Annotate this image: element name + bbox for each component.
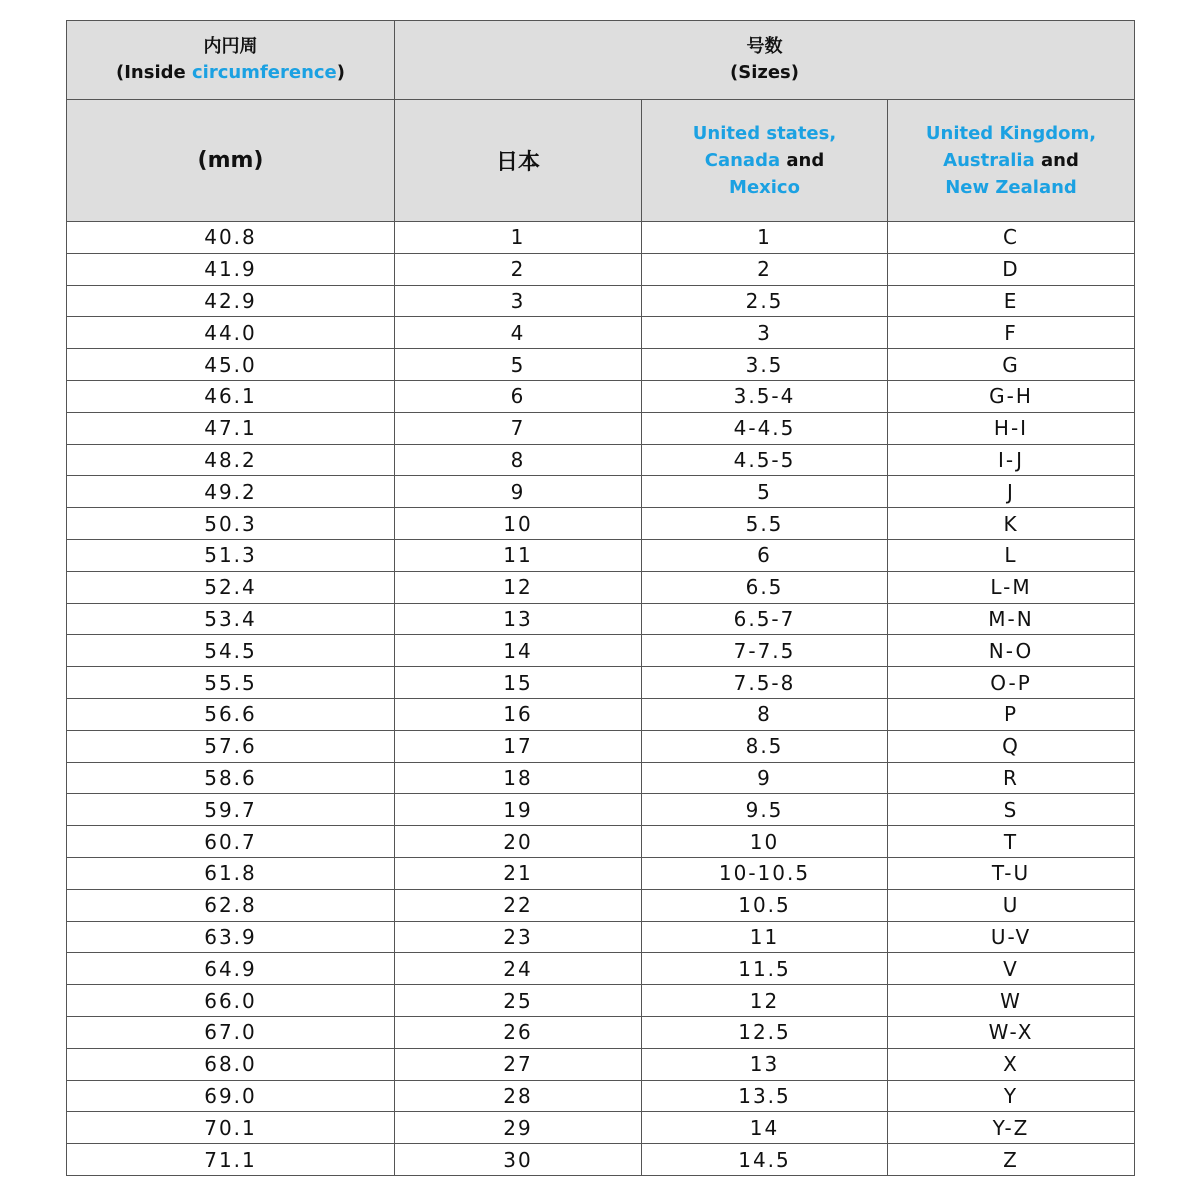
cell-mm: 47.1 — [67, 412, 395, 444]
table-row — [67, 730, 1135, 762]
cell-uk: C — [888, 222, 1135, 254]
cell-mm: 60.7 — [67, 826, 395, 858]
cell-japan: 27 — [395, 1048, 642, 1080]
cell-uk: U — [888, 889, 1135, 921]
cell-mm: 54.5 — [67, 635, 395, 667]
header-us-and: and — [780, 150, 825, 171]
cell-uk: Q — [888, 730, 1135, 762]
cell-us: 4.5-5 — [642, 444, 888, 476]
table-row — [67, 635, 1135, 667]
cell-japan: 20 — [395, 826, 642, 858]
cell-us: 14.5 — [642, 1144, 888, 1176]
cell-uk: Y — [888, 1080, 1135, 1112]
table-row — [67, 476, 1135, 508]
cell-japan: 22 — [395, 889, 642, 921]
cell-us: 8 — [642, 698, 888, 730]
cell-uk: R — [888, 762, 1135, 794]
cell-us: 12 — [642, 985, 888, 1017]
cell-uk: U-V — [888, 921, 1135, 953]
table-row — [67, 794, 1135, 826]
cell-us: 9 — [642, 762, 888, 794]
table-row — [67, 222, 1135, 254]
cell-mm: 56.6 — [67, 698, 395, 730]
header-canada: Canada — [704, 150, 781, 171]
table-row — [67, 889, 1135, 921]
cell-japan: 3 — [395, 285, 642, 317]
cell-us: 10-10.5 — [642, 857, 888, 889]
cell-us: 10.5 — [642, 889, 888, 921]
cell-japan: 21 — [395, 857, 642, 889]
cell-japan: 8 — [395, 444, 642, 476]
table-row — [67, 571, 1135, 603]
table-row — [67, 253, 1135, 285]
cell-mm: 61.8 — [67, 857, 395, 889]
cell-uk: G — [888, 349, 1135, 381]
cell-us: 1 — [642, 222, 888, 254]
cell-uk: S — [888, 794, 1135, 826]
table-row — [67, 1144, 1135, 1176]
cell-mm: 48.2 — [67, 444, 395, 476]
table-row — [67, 762, 1135, 794]
cell-japan: 5 — [395, 349, 642, 381]
table-row — [67, 444, 1135, 476]
cell-us: 11 — [642, 921, 888, 953]
cell-mm: 40.8 — [67, 222, 395, 254]
ring-size-table — [66, 20, 1135, 1176]
cell-japan: 17 — [395, 730, 642, 762]
table-row — [67, 985, 1135, 1017]
cell-uk: E — [888, 285, 1135, 317]
header-inside-circumference-ja: 内円周 — [203, 36, 258, 57]
cell-uk: D — [888, 253, 1135, 285]
cell-mm: 50.3 — [67, 508, 395, 540]
header-uk-and: and — [1034, 150, 1079, 171]
table-row — [67, 412, 1135, 444]
cell-us: 3.5 — [642, 349, 888, 381]
cell-mm: 46.1 — [67, 380, 395, 412]
cell-mm: 55.5 — [67, 667, 395, 699]
header-uk-au-nz — [888, 100, 1135, 222]
cell-mm: 49.2 — [67, 476, 395, 508]
cell-japan: 18 — [395, 762, 642, 794]
cell-uk: H-I — [888, 412, 1135, 444]
cell-us: 3 — [642, 317, 888, 349]
cell-mm: 53.4 — [67, 603, 395, 635]
cell-us: 13.5 — [642, 1080, 888, 1112]
cell-japan: 7 — [395, 412, 642, 444]
cell-mm: 63.9 — [67, 921, 395, 953]
cell-mm: 44.0 — [67, 317, 395, 349]
cell-japan: 30 — [395, 1144, 642, 1176]
table-row — [67, 667, 1135, 699]
cell-uk: X — [888, 1048, 1135, 1080]
table-row — [67, 539, 1135, 571]
cell-uk: W — [888, 985, 1135, 1017]
cell-uk: I-J — [888, 444, 1135, 476]
header-mm: (mm) — [67, 100, 395, 222]
cell-japan: 4 — [395, 317, 642, 349]
cell-us: 9.5 — [642, 794, 888, 826]
cell-mm: 66.0 — [67, 985, 395, 1017]
header-row-top — [67, 21, 1135, 100]
cell-uk: N-O — [888, 635, 1135, 667]
cell-us: 12.5 — [642, 1016, 888, 1048]
size-rows — [67, 222, 1135, 1176]
cell-japan: 12 — [395, 571, 642, 603]
cell-japan: 13 — [395, 603, 642, 635]
cell-japan: 19 — [395, 794, 642, 826]
cell-us: 5.5 — [642, 508, 888, 540]
cell-us: 7-7.5 — [642, 635, 888, 667]
table-row — [67, 285, 1135, 317]
cell-us: 5 — [642, 476, 888, 508]
cell-mm: 71.1 — [67, 1144, 395, 1176]
cell-uk: G-H — [888, 380, 1135, 412]
cell-japan: 15 — [395, 667, 642, 699]
cell-uk: Z — [888, 1144, 1135, 1176]
cell-us: 13 — [642, 1048, 888, 1080]
table-row — [67, 380, 1135, 412]
cell-us: 3.5-4 — [642, 380, 888, 412]
header-inside-accent: circumference — [191, 62, 337, 83]
cell-mm: 58.6 — [67, 762, 395, 794]
cell-us: 2.5 — [642, 285, 888, 317]
cell-us: 6.5 — [642, 571, 888, 603]
cell-japan: 24 — [395, 953, 642, 985]
cell-uk: L — [888, 539, 1135, 571]
table-row — [67, 1048, 1135, 1080]
cell-uk: O-P — [888, 667, 1135, 699]
cell-japan: 16 — [395, 698, 642, 730]
table-row — [67, 921, 1135, 953]
cell-uk: V — [888, 953, 1135, 985]
cell-uk: L-M — [888, 571, 1135, 603]
table-row — [67, 1080, 1135, 1112]
cell-us: 10 — [642, 826, 888, 858]
header-sizes-en: (Sizes) — [730, 62, 799, 83]
cell-us: 11.5 — [642, 953, 888, 985]
header-new-zealand: New Zealand — [945, 177, 1077, 198]
header-sizes — [395, 21, 1135, 100]
cell-mm: 67.0 — [67, 1016, 395, 1048]
header-us-canada-mexico — [642, 100, 888, 222]
cell-japan: 6 — [395, 380, 642, 412]
header-row-bottom — [67, 100, 1135, 222]
table-row — [67, 1016, 1135, 1048]
cell-uk: K — [888, 508, 1135, 540]
header-mexico: Mexico — [729, 177, 800, 198]
cell-us: 4-4.5 — [642, 412, 888, 444]
cell-japan: 28 — [395, 1080, 642, 1112]
cell-japan: 25 — [395, 985, 642, 1017]
cell-mm: 42.9 — [67, 285, 395, 317]
header-uk: United Kingdom, — [925, 123, 1097, 144]
cell-us: 6 — [642, 539, 888, 571]
cell-uk: M-N — [888, 603, 1135, 635]
table-row — [67, 826, 1135, 858]
header-inside-close: ) — [336, 62, 345, 83]
cell-uk: J — [888, 476, 1135, 508]
header-inside-circumference — [67, 21, 395, 100]
cell-mm: 59.7 — [67, 794, 395, 826]
table-row — [67, 953, 1135, 985]
cell-mm: 45.0 — [67, 349, 395, 381]
header-inside-open: (Inside — [116, 62, 192, 83]
cell-mm: 57.6 — [67, 730, 395, 762]
cell-us: 7.5-8 — [642, 667, 888, 699]
cell-japan: 1 — [395, 222, 642, 254]
cell-mm: 69.0 — [67, 1080, 395, 1112]
cell-uk: T — [888, 826, 1135, 858]
cell-mm: 68.0 — [67, 1048, 395, 1080]
cell-us: 2 — [642, 253, 888, 285]
cell-mm: 41.9 — [67, 253, 395, 285]
cell-japan: 10 — [395, 508, 642, 540]
table-row — [67, 1112, 1135, 1144]
cell-japan: 29 — [395, 1112, 642, 1144]
table-row — [67, 603, 1135, 635]
cell-mm: 70.1 — [67, 1112, 395, 1144]
table-row — [67, 508, 1135, 540]
cell-japan: 9 — [395, 476, 642, 508]
cell-mm: 52.4 — [67, 571, 395, 603]
cell-uk: P — [888, 698, 1135, 730]
cell-uk: F — [888, 317, 1135, 349]
table-row — [67, 317, 1135, 349]
cell-uk: Y-Z — [888, 1112, 1135, 1144]
cell-japan: 11 — [395, 539, 642, 571]
cell-us: 14 — [642, 1112, 888, 1144]
header-australia: Australia — [943, 150, 1035, 171]
cell-japan: 14 — [395, 635, 642, 667]
cell-uk: T-U — [888, 857, 1135, 889]
header-japan: 日本 — [395, 100, 642, 222]
cell-mm: 51.3 — [67, 539, 395, 571]
header-sizes-ja: 号数 — [746, 36, 783, 57]
header-us: United states, — [692, 123, 837, 144]
table-row — [67, 857, 1135, 889]
cell-us: 8.5 — [642, 730, 888, 762]
cell-us: 6.5-7 — [642, 603, 888, 635]
cell-mm: 62.8 — [67, 889, 395, 921]
cell-mm: 64.9 — [67, 953, 395, 985]
cell-uk: W-X — [888, 1016, 1135, 1048]
table-row — [67, 698, 1135, 730]
cell-japan: 23 — [395, 921, 642, 953]
cell-japan: 2 — [395, 253, 642, 285]
cell-japan: 26 — [395, 1016, 642, 1048]
table-row — [67, 349, 1135, 381]
